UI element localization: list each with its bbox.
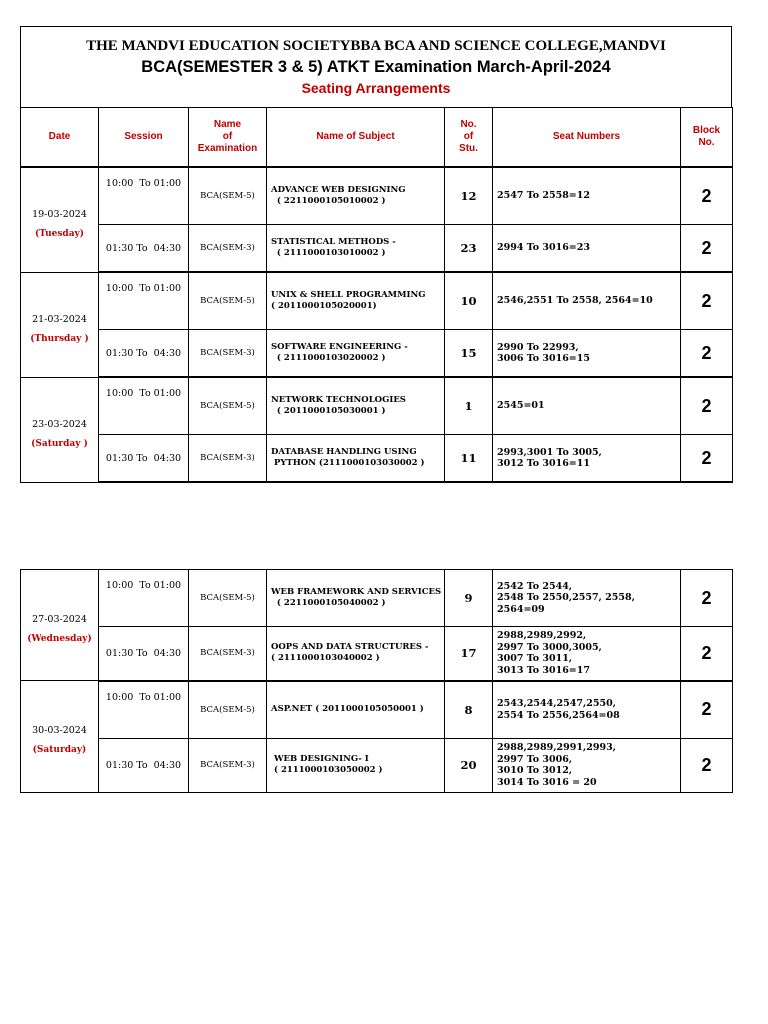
col-block-l2: No. [698,137,715,148]
seat-cell [493,738,681,792]
arrangement-title: Seating Arrangements [301,80,451,96]
session-cell: 10:00 To 01:00 [99,167,189,225]
seat-line: 3007 To 3011, [497,653,573,665]
session-cell: 01:30 To 04:30 [99,627,189,681]
date-cell [21,167,99,272]
block-cell: 2 [681,330,733,378]
students-cell: 17 [445,627,493,681]
col-exam-l2: of [222,131,233,142]
seat-line: 2988,2989,2991,2993, [497,742,616,753]
session-cell: 01:30 To 04:30 [99,225,189,273]
block-cell: 2 [681,738,733,792]
session-cell: 01:30 To 04:30 [99,330,189,378]
exam-cell: BCA(SEM-5) [189,272,267,330]
day-value: (Saturday) [32,745,87,756]
block-cell: 2 [681,681,733,739]
seat-cell [493,570,681,627]
subject-code: ( 2211000105010002 ) [276,196,386,206]
subject-code: ( 2111000103010002 ) [276,248,386,258]
subject-code: ( 2111000103040002 ) [271,653,380,664]
subject-cell [267,627,445,681]
col-seat-numbers: Seat Numbers [493,108,681,168]
col-block-l1: Block [692,125,721,136]
exam-cell: BCA(SEM-3) [189,225,267,273]
col-session: Session [99,108,189,168]
subject-cell [267,272,445,330]
seat-line: 2545=01 [497,400,545,412]
subject-cell [267,435,445,483]
block-cell: 2 [681,435,733,483]
block-cell: 2 [681,167,733,225]
table-row [21,570,733,627]
seat-line: 2543,2544,2547,2550, [497,698,616,709]
exam-cell: BCA(SEM-3) [189,738,267,792]
seating-table-1 [20,107,733,483]
session-cell: 01:30 To 04:30 [99,435,189,483]
subject-name: DATABASE HANDLING USING [271,447,417,457]
block-cell: 2 [681,272,733,330]
table-row [21,435,733,483]
subject-name: WEB DESIGNING- I [273,754,369,764]
subject-cell [267,330,445,378]
col-stu-l1: No. [460,119,477,130]
table-row [21,167,733,225]
table-row [21,330,733,378]
students-cell: 10 [445,272,493,330]
exam-cell: BCA(SEM-3) [189,627,267,681]
col-stu-l3: Stu. [459,143,478,154]
col-exam-l1: Name [213,119,242,130]
table-row [21,627,733,681]
day-value: (Wednesday) [27,634,92,644]
table-row [21,681,733,739]
seat-cell [493,167,681,225]
seat-cell [493,627,681,681]
table-row [21,272,733,330]
exam-title: BCA(SEMESTER 3 & 5) ATKT Examination March-April-2024 [141,58,611,76]
subject-cell [267,570,445,627]
col-students [445,108,493,168]
col-subject: Name of Subject [267,108,445,168]
subject-cell [267,225,445,273]
table-row [21,377,733,435]
subject-cell [267,377,445,435]
col-exam [189,108,267,168]
students-cell: 12 [445,167,493,225]
college-name: THE MANDVI EDUCATION SOCIETYBBA BCA AND SCIENCE COLLEGE,MANDVI [86,38,666,54]
seat-line: 2988,2989,2992, [497,630,587,642]
date-value: 30-03-2024 [32,725,87,737]
date-value: 23-03-2024 [32,418,87,430]
subject-cell [267,738,445,792]
seat-line: 3013 To 3016=17 [497,664,590,676]
date-cell [21,681,99,793]
day-value: (Thursday ) [30,333,89,344]
subject-cell [267,681,445,739]
subject-code: PYTHON (2111000103030002 ) [273,458,425,468]
subject-name: UNIX & SHELL PROGRAMMING [271,290,426,300]
students-cell: 15 [445,330,493,378]
seat-cell [493,225,681,273]
seat-line: 2990 To 22993, [497,341,579,353]
block-cell: 2 [681,570,733,627]
exam-cell: BCA(SEM-5) [189,167,267,225]
seat-line: 2548 To 2550,2557, 2558, [497,592,635,604]
session-cell: 10:00 To 01:00 [99,570,189,627]
table-row [21,225,733,273]
subject-code: ( 2011000105020001) [271,301,377,311]
date-value: 19-03-2024 [32,208,87,220]
date-cell [21,377,99,482]
session-cell: 10:00 To 01:00 [99,272,189,330]
date-value: 27-03-2024 [32,614,87,625]
seating-sheet-1 [20,26,732,483]
seat-cell [493,681,681,739]
seat-line: 2546,2551 To 2558, 2564=10 [497,295,653,307]
seating-sheet-2 [20,569,732,793]
subject-code: ( 2011000105030001 ) [276,406,386,416]
subject-name: SOFTWARE ENGINEERING - [271,342,408,352]
seat-line: 3006 To 3016=15 [497,353,590,364]
seat-line: 2547 To 2558=12 [497,190,590,202]
students-cell: 9 [445,570,493,627]
subject-cell [267,167,445,225]
seat-cell [493,272,681,330]
exam-cell: BCA(SEM-5) [189,377,267,435]
day-value: (Tuesday) [34,228,85,239]
col-stu-l2: of [463,131,474,142]
seat-line: 2997 To 3000,3005, [497,641,602,653]
subject-name: NETWORK TECHNOLOGIES [271,395,406,405]
day-value: (Saturday ) [31,438,88,449]
subject-code: ( 2111000103020002 ) [276,353,386,363]
subject-code: ( 2211000105040002 ) [276,598,386,608]
seat-line: 3014 To 3016 = 20 [497,776,597,788]
block-cell: 2 [681,225,733,273]
session-cell: 01:30 To 04:30 [99,738,189,792]
subject-code: ( 2111000103050002 ) [273,765,383,775]
block-cell: 2 [681,377,733,435]
seat-line: 2993,3001 To 3005, [497,446,602,458]
students-cell: 8 [445,681,493,739]
students-cell: 23 [445,225,493,273]
subject-name: ASP.NET ( 2011000105050001 ) [271,704,424,714]
header-row [21,108,733,168]
date-cell [21,272,99,377]
seat-line: 2554 To 2556,2564=08 [497,709,620,721]
table-row [21,738,733,792]
subject-name: OOPS AND DATA STRUCTURES - [271,642,429,653]
subject-name: WEB FRAMEWORK AND SERVICES [271,587,442,597]
seat-line: 2542 To 2544, [497,580,573,592]
exam-cell: BCA(SEM-3) [189,330,267,378]
subject-name: ADVANCE WEB DESIGNING [271,185,406,195]
seat-cell [493,330,681,378]
seating-table-2 [20,569,733,793]
exam-cell: BCA(SEM-3) [189,435,267,483]
students-cell: 20 [445,738,493,792]
exam-cell: BCA(SEM-5) [189,570,267,627]
title-box [20,26,732,107]
col-date: Date [21,108,99,168]
seat-line: 3010 To 3012, [497,765,573,776]
seat-cell [493,377,681,435]
seat-line: 3012 To 3016=11 [497,458,590,469]
students-cell: 11 [445,435,493,483]
subject-name: STATISTICAL METHODS - [271,237,396,247]
seat-line: 2564=09 [497,603,545,615]
students-cell: 1 [445,377,493,435]
seat-line: 2994 To 3016=23 [497,242,590,254]
block-cell: 2 [681,627,733,681]
session-cell: 10:00 To 01:00 [99,681,189,739]
exam-cell: BCA(SEM-5) [189,681,267,739]
session-cell: 10:00 To 01:00 [99,377,189,435]
seat-line: 2997 To 3006, [497,753,573,765]
col-exam-l3: Examination [197,143,258,154]
date-value: 21-03-2024 [32,313,87,325]
col-block [681,108,733,168]
seat-cell [493,435,681,483]
date-cell [21,570,99,681]
